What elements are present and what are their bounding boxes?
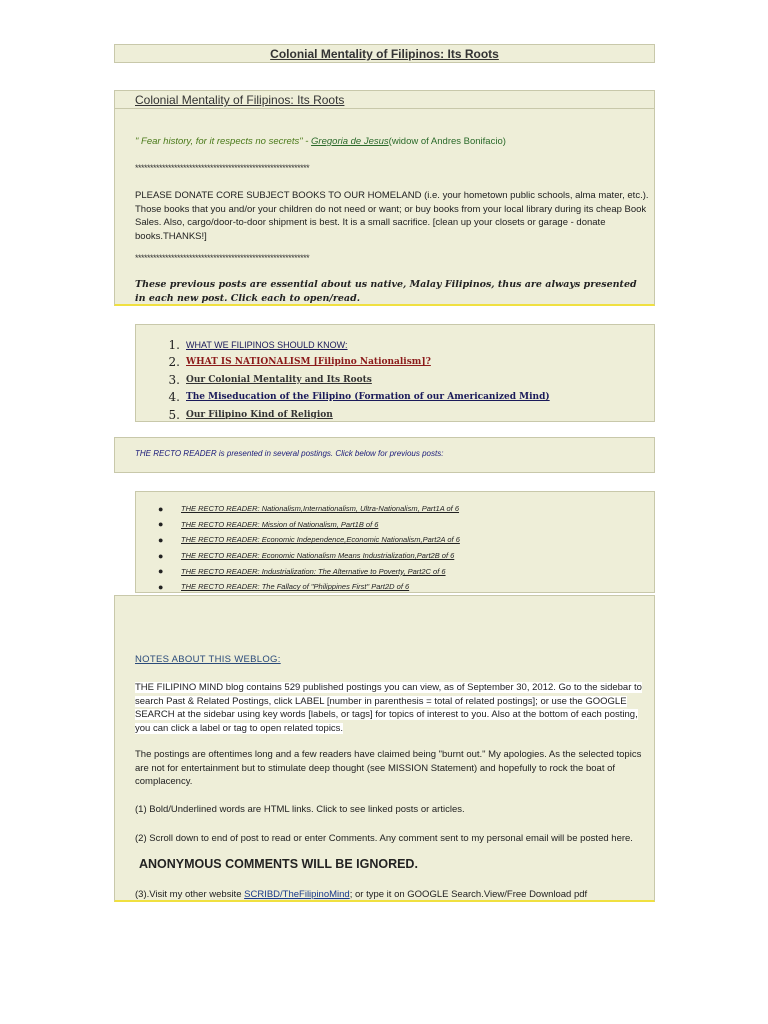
- notes-paragraph: (2) Scroll down to end of post to read or enter Comments. Any comment sent to my personal email will be posted here.: [135, 833, 633, 844]
- notes-paragraph: [135, 681, 650, 735]
- list-number: 3.: [168, 372, 180, 387]
- essential-post-link[interactable]: WHAT IS NATIONALISM [Filipino Nationalism]?: [186, 357, 431, 368]
- essential-post-link[interactable]: The Miseducation of the Filipino (Formation of our Americanized Mind): [186, 392, 550, 403]
- page-title-bar: [114, 44, 655, 63]
- list-number: 4.: [168, 390, 180, 405]
- post-intro-box: [114, 90, 655, 306]
- bullet: ●: [158, 581, 164, 592]
- list-item: [146, 371, 550, 389]
- list-item: [158, 563, 460, 579]
- notes-paragraph: (1) Bold/Underlined words are HTML links. Click to see linked posts or articles.: [135, 804, 465, 815]
- recto-posts-list: [158, 501, 460, 595]
- quote: [135, 136, 506, 147]
- recto-post-link[interactable]: THE RECTO READER: Nationalism,Internationalism, Ultra-Nationalism, Part1A of 6: [181, 504, 460, 514]
- list-item: [158, 517, 460, 533]
- scribd-link[interactable]: SCRIBD/TheFilipinoMind: [244, 889, 350, 900]
- page-title: Colonial Mentality of Filipinos: Its Roots: [270, 47, 499, 61]
- list-number: 2.: [168, 355, 180, 370]
- quote-author-link[interactable]: Gregoria de Jesus: [311, 136, 389, 147]
- recto-intro-box: [114, 437, 655, 473]
- recto-post-link[interactable]: THE RECTO READER: Mission of Nationalism, Part1B of 6: [181, 519, 379, 529]
- list-item: [158, 532, 460, 548]
- quote-text: " Fear history, for it respects no secrets" -: [135, 136, 312, 147]
- recto-post-link[interactable]: THE RECTO READER: Economic Independence,Economic Nationalism,Part2A of 6: [181, 535, 460, 545]
- star-divider: **********************************************************: [135, 253, 310, 263]
- list-item: [158, 548, 460, 564]
- notes-paragraph: The postings are oftentimes long and a few readers have claimed being "burnt out." My apologies. As the selected topics are not for entertainment but to stimulate deep thought (see MISSION Statement) and hopefully to rock the boat of complacency.: [135, 749, 642, 787]
- anonymous-warning: ANONYMOUS COMMENTS WILL BE IGNORED.: [139, 857, 418, 871]
- quote-attribution: (widow of Andres Bonifacio): [388, 136, 506, 147]
- list-item: [146, 336, 550, 354]
- notes-paragraph: [135, 888, 650, 902]
- bullet: ●: [158, 519, 164, 530]
- notes-paragraph-text: THE FILIPINO MIND blog contains 529 published postings you can view, as of September 30, 2012. Go to the sidebar to search Past & Related Postings, click LABEL [number in parenthesis = total of related postings]; or use the GOOGLE SEARCH at the sidebar using key words [labels, or tags] for topics of interest to you. Also at the bottom of each posting, you can click a label or tag to open related topics.: [135, 682, 642, 734]
- recto-post-link[interactable]: THE RECTO READER: Economic Nationalism Means Industrialization,Part2B of 6: [181, 551, 455, 561]
- essential-post-link[interactable]: Our Filipino Kind of Religion: [186, 409, 333, 420]
- list-number: 1.: [168, 337, 180, 352]
- list-item: [158, 579, 460, 595]
- star-divider: **********************************************************: [135, 163, 310, 173]
- bullet: ●: [158, 503, 164, 514]
- notes-paragraph-text: (3).Visit my other website: [135, 889, 245, 900]
- essential-posts-intro: These previous posts are essential about us native, Malay Filipinos, thus are always presented in each new post. Click each to open/read.: [135, 279, 637, 304]
- divider: [115, 108, 654, 109]
- list-number: 5.: [168, 407, 180, 422]
- notes-box: [114, 595, 655, 902]
- bullet: ●: [158, 534, 164, 545]
- list-item: [158, 501, 460, 517]
- recto-post-link[interactable]: THE RECTO READER: Industrialization: The Alternative to Poverty, Part2C of 6: [181, 566, 446, 576]
- list-item: [146, 354, 550, 372]
- essential-post-link[interactable]: Our Colonial Mentality and Its Roots: [186, 374, 372, 385]
- essential-posts-list: [146, 336, 550, 424]
- essential-post-link[interactable]: WHAT WE FILIPINOS SHOULD KNOW:: [186, 339, 348, 350]
- list-item: [146, 389, 550, 407]
- recto-post-link[interactable]: THE RECTO READER: The Fallacy of "Philippines First" Part2D of 6: [181, 582, 410, 592]
- recto-intro: THE RECTO READER is presented in several postings. Click below for previous posts:: [135, 449, 444, 458]
- donate-paragraph: PLEASE DONATE CORE SUBJECT BOOKS TO OUR HOMELAND (i.e. your hometown public schools, alma mater, etc.). Those books that you and/or your children do not need or want; or buy books from your local library during its cheap Book Sales. Also, cargo/door-to-door shipment is best. It is a small sacrifice. [clean up your closets or garage - donate books.THANKS!]: [135, 190, 649, 242]
- recto-posts-box: [135, 491, 655, 593]
- notes-paragraph-text: ; or type it on GOOGLE Search.View/Free Download pdf: [349, 889, 588, 900]
- post-title[interactable]: Colonial Mentality of Filipinos: Its Roots: [135, 93, 345, 107]
- notes-heading: NOTES ABOUT THIS WEBLOG:: [135, 654, 281, 665]
- list-item: [146, 406, 550, 424]
- bullet: ●: [158, 550, 164, 561]
- essential-posts-box: [135, 324, 655, 422]
- bullet: ●: [158, 566, 164, 577]
